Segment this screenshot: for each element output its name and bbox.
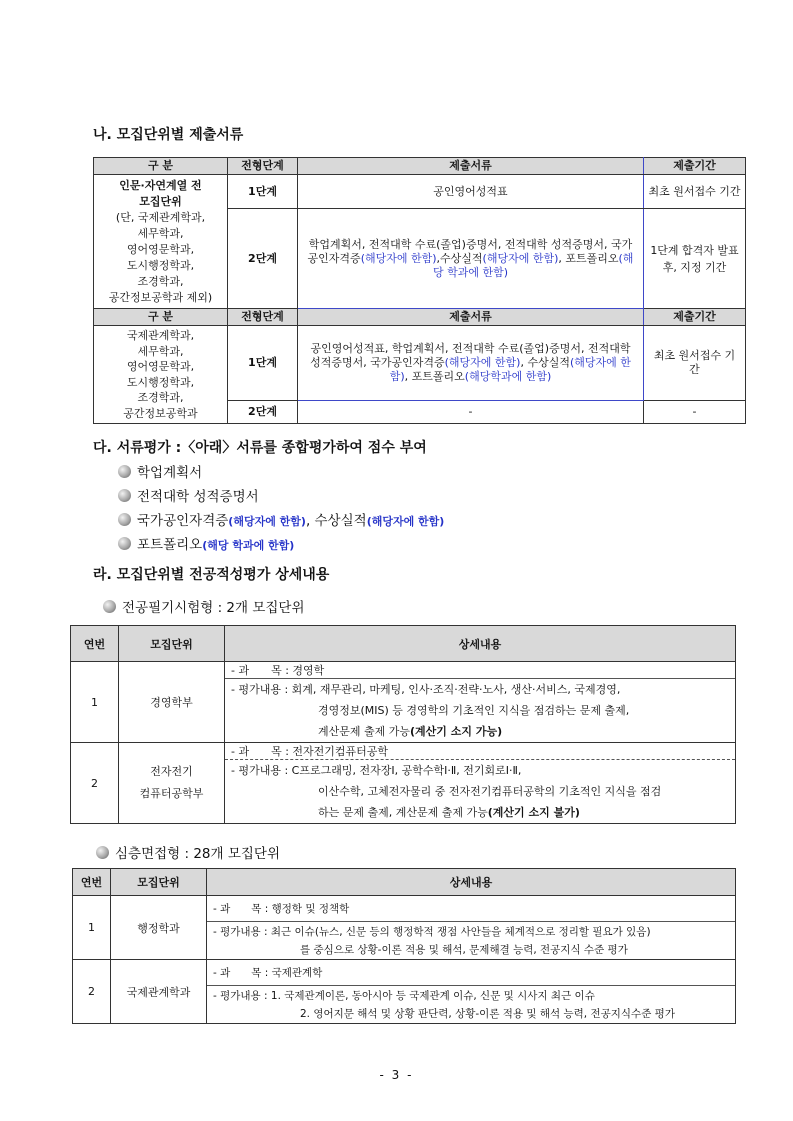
group2-stage2: 2단계 — [228, 401, 298, 424]
group1-category: 인문·자연계열 전 모집단위 (단, 국제관계학과, 세무학과, 영어영문학과, 도시행정학과, 조경학과, 공간정보공학과 제외) — [94, 175, 228, 309]
exam-detail-table — [70, 625, 736, 824]
list-item: 국가공인자격증(해당자에 한함), 수상실적(해당자에 한함) — [118, 509, 444, 529]
group2-stage1: 1단계 — [228, 326, 298, 401]
row-unit: 경영학부 — [119, 662, 225, 743]
table-row — [94, 326, 746, 401]
list-item: 학업계획서 — [118, 461, 202, 481]
row-no: 1 — [73, 896, 111, 960]
group1-stage2-period: 1단계 합격자 발표 후, 지정 기간 — [644, 209, 746, 309]
detail-subject: - 과 목 : 경영학 — [231, 664, 325, 677]
header-stage: 전형단계 — [228, 309, 298, 326]
row-detail — [225, 743, 736, 824]
submission-documents-table — [93, 157, 746, 424]
detail-evaluation: - 평가내용 : 최근 이슈(뉴스, 신문 등의 행정학적 쟁점 사안들을 체계적으로 정리할 필요가 있음) 를 중심으로 상황-이론 적용 및 해석, 문제해결 능력, 전공지식 수준 평가 — [207, 921, 735, 959]
detail-subject: - 과 목 : 국제관계학 — [213, 966, 323, 979]
group2-stage1-period: 최초 원서접수 기간 — [644, 326, 746, 401]
group2-category: 국제관계학과, 세무학과, 영어영문학과, 도시행정학과, 조경학과, 공간정보공학과 — [94, 326, 228, 424]
bullet-icon — [103, 600, 116, 613]
header-stage: 전형단계 — [228, 158, 298, 175]
table-row — [94, 175, 746, 209]
page-number: - 3 - — [379, 1068, 414, 1082]
header-no: 연번 — [73, 869, 111, 896]
detail-evaluation: - 평가내용 : 회계, 재무관리, 마케팅, 인사·조직·전략·노사, 생산·서비스, 국제경영, 경영정보(MIS) 등 경영학의 기초적인 지식을 점검하는 문제 출제, 계산문제 출제 가능(계산기 소지 가능) — [225, 678, 735, 742]
bullet-icon — [118, 513, 131, 526]
table-row — [71, 743, 736, 824]
table-row — [73, 896, 736, 960]
row-detail — [207, 960, 736, 1024]
detail-evaluation: - 평가내용 : C프로그래밍, 전자장Ⅰ, 공학수학Ⅰ·Ⅱ, 전기회로Ⅰ·Ⅱ, 이산수학, 고체전자물리 중 전자전기컴퓨터공학의 기초적인 지식을 점검 하는 문제 출제, 계산문제 출제 가능(계산기 소지 불가) — [225, 759, 735, 823]
group1-stage1: 1단계 — [228, 175, 298, 209]
header-unit: 모집단위 — [119, 626, 225, 662]
row-no: 1 — [71, 662, 119, 743]
exam-type-title: 전공필기시험형 : 2개 모집단위 — [103, 596, 305, 616]
header-period: 제출기간 — [644, 158, 746, 175]
row-no: 2 — [73, 960, 111, 1024]
header-detail: 상세내용 — [207, 869, 736, 896]
header-no: 연번 — [71, 626, 119, 662]
row-no: 2 — [71, 743, 119, 824]
interview-detail-table — [72, 868, 736, 1024]
header-category: 구 분 — [94, 309, 228, 326]
row-unit: 국제관계학과 — [111, 960, 207, 1024]
table-header-row — [94, 158, 746, 175]
section-na-title: 나. 모집단위별 제출서류 — [93, 127, 244, 143]
group1-stage2: 2단계 — [228, 209, 298, 309]
header-documents: 제출서류 — [298, 309, 644, 326]
table-row — [73, 960, 736, 1024]
row-unit: 행정학과 — [111, 896, 207, 960]
section-da-title: 다. 서류평가 :〈아래〉서류를 종합평가하여 점수 부여 — [93, 440, 427, 456]
header-detail: 상세내용 — [225, 626, 736, 662]
list-item: 포트폴리오(해당 학과에 한함) — [118, 533, 294, 553]
detail-subject: - 과 목 : 행정학 및 정책학 — [213, 902, 350, 915]
table-row — [71, 662, 736, 743]
row-unit: 전자전기 컴퓨터공학부 — [119, 743, 225, 824]
list-item: 전적대학 성적증명서 — [118, 485, 259, 505]
group1-stage1-documents: 공인영어성적표 — [298, 175, 644, 209]
group1-stage1-period: 최초 원서접수 기간 — [644, 175, 746, 209]
detail-evaluation: - 평가내용 : 1. 국제관계이론, 동아시아 등 국제관계 이슈, 신문 및 시사지 최근 이슈 2. 영어지문 해석 및 상황 판단력, 상황-이론 적용 및 해석 능력, 전공지식수준 평가 — [207, 985, 735, 1023]
interview-type-title: 심층면접형 : 28개 모집단위 — [96, 842, 280, 862]
row-detail — [225, 662, 736, 743]
row-detail — [207, 896, 736, 960]
group1-stage2-documents: 학업계획서, 전적대학 수료(졸업)증명서, 전적대학 성적증명서, 국가공인자격증(해당자에 한함),수상실적(해당자에 한함), 포트폴리오(해당 학과에 한함) — [298, 209, 644, 309]
group2-stage2-period: - — [644, 401, 746, 424]
group2-stage2-documents: - — [298, 401, 644, 424]
detail-subject: - 과 목 : 전자전기컴퓨터공학 — [231, 745, 389, 758]
table-header-row — [94, 309, 746, 326]
bullet-icon — [96, 846, 109, 859]
bullet-icon — [118, 489, 131, 502]
header-period: 제출기간 — [644, 309, 746, 326]
group2-stage1-documents: 공인영어성적표, 학업계획서, 전적대학 수료(졸업)증명서, 전적대학 성적증명서, 국가공인자격증(해당자에 한함), 수상실적(해당자에 한함), 포트폴리오(해당학과에 한함) — [298, 326, 644, 401]
bullet-icon — [118, 537, 131, 550]
table-header-row — [73, 869, 736, 896]
section-ra-title: 라. 모집단위별 전공적성평가 상세내용 — [93, 567, 330, 583]
bullet-icon — [118, 465, 131, 478]
header-unit: 모집단위 — [111, 869, 207, 896]
header-category: 구 분 — [94, 158, 228, 175]
table-header-row — [71, 626, 736, 662]
header-documents: 제출서류 — [298, 158, 644, 175]
